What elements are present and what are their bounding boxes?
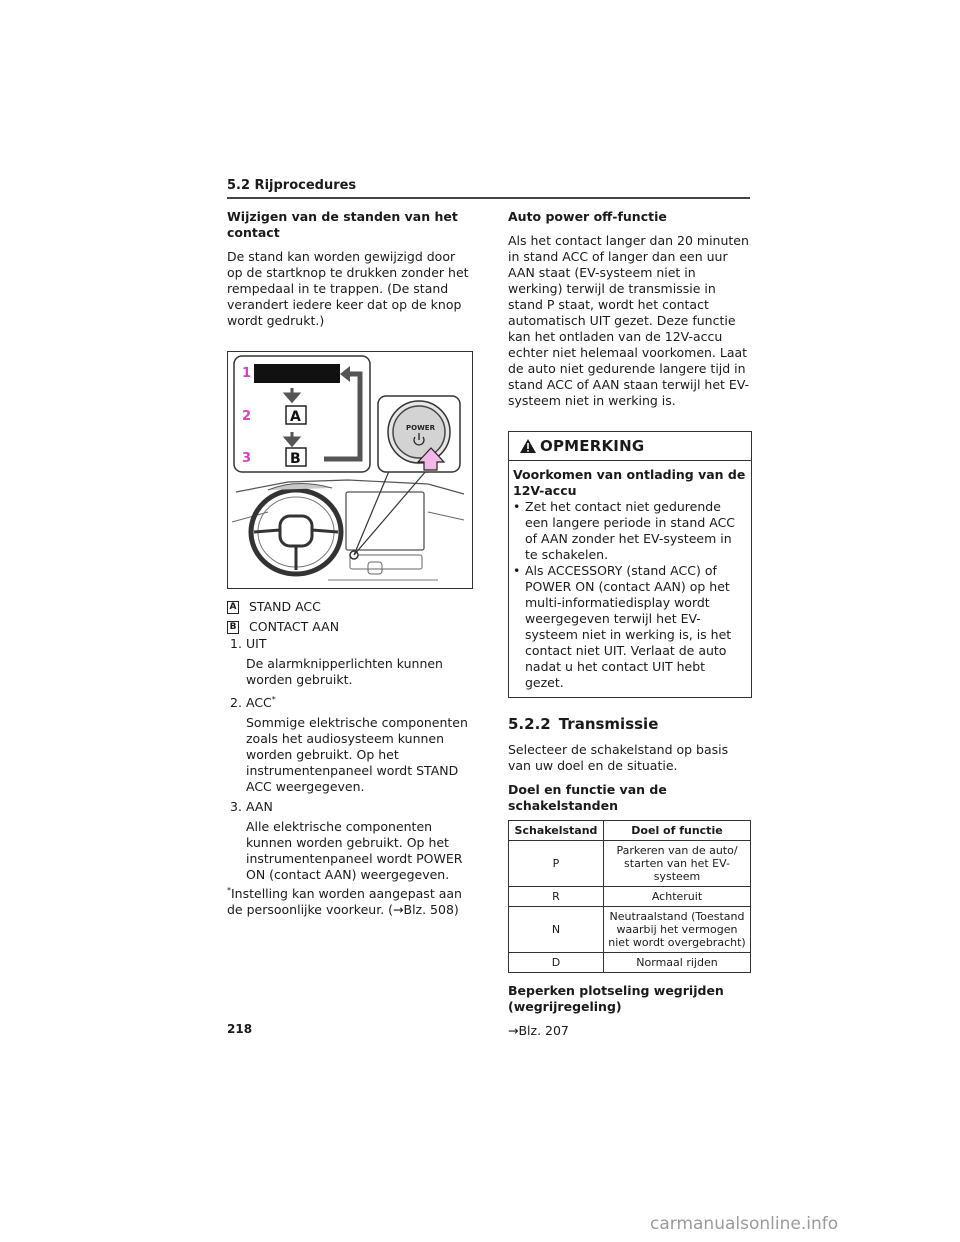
table-row <box>509 887 751 907</box>
table-cell-position: D <box>509 953 604 973</box>
table-row <box>509 953 751 973</box>
footnote-text: Instelling kan worden aangepast aan de persoonlijke voorkeur. (→Blz. 508) <box>227 886 462 918</box>
item-2-footnote-mark: * <box>271 695 276 704</box>
figure-box-a: A <box>290 409 301 425</box>
ignition-item-1 <box>230 636 471 688</box>
notice-body <box>509 461 751 697</box>
legend-b <box>227 619 471 635</box>
item-3-number: 3. <box>230 799 242 815</box>
table-cell-function: Neutraalstand (Toestand waarbij het vermogen niet wordt overgebracht) <box>604 907 751 953</box>
notice-bullet-2: • Als ACCESSORY (stand ACC) of POWER ON (contact AAN) op het multi-informatiedisplay wordt weergegeven terwijl het EV-systeem niet in werking is, is het contact niet UIT. Verlaat de auto nadat u het contact UIT hebt gezet. <box>513 563 747 691</box>
table-cell-function: Achteruit <box>604 887 751 907</box>
ignition-heading: Wijzigen van de standen van het contact <box>227 209 458 240</box>
item-1-label: UIT <box>246 636 267 651</box>
auto-power-off-heading: Auto power off-functie <box>508 209 667 224</box>
table-heading: Doel en functie van de schakelstanden <box>508 782 667 813</box>
notice-bullet-1-text: Zet het contact niet gedurende een langere periode in stand ACC of AAN zonder het EV-systeem in te schakelen. <box>525 499 736 562</box>
table-header-function: Doel of functie <box>604 821 751 841</box>
step-1-number: 1 <box>242 366 252 381</box>
section-title: 5.2 Rijprocedures <box>227 178 357 193</box>
ignition-item-2 <box>230 692 471 795</box>
table-row <box>509 841 751 887</box>
notice-box <box>508 431 752 698</box>
notice-subheading: Voorkomen van ontlading van de 12V-accu <box>513 467 746 498</box>
transmission-section-number: 5.2.2 <box>508 715 551 733</box>
table-cell-function: Parkeren van de auto/ starten van het EV-systeem <box>604 841 751 887</box>
item-2-number: 2. <box>230 695 242 711</box>
table-row <box>509 907 751 953</box>
transmission-heading <box>508 716 752 732</box>
table-header-position: Schakelstand <box>509 821 604 841</box>
item-1-desc: De alarmknipperlichten kunnen worden gebruikt. <box>246 656 443 687</box>
legend-b-text: CONTACT AAN <box>249 619 340 634</box>
limit-reference: →Blz. 207 <box>508 1023 569 1038</box>
transmission-intro: Selecteer de schakelstand op basis van uw doel en de situatie. <box>508 742 729 773</box>
table-cell-function: Normaal rijden <box>604 953 751 973</box>
limit-heading: Beperken plotseling wegrijden (wegrijregeling) <box>508 983 724 1014</box>
right-column <box>508 209 752 1039</box>
table-header-row <box>509 821 751 841</box>
illustration-svg <box>228 352 472 588</box>
footnote-mark: * <box>227 886 231 896</box>
legend-a-key: A <box>227 601 239 614</box>
shift-position-table <box>508 820 751 973</box>
section-header <box>227 178 750 199</box>
transmission-section-title: Transmissie <box>558 715 659 733</box>
power-button-label: POWER <box>406 424 435 432</box>
ignition-intro: De stand kan worden gewijzigd door op de startknop te drukken zonder het rempedaal in te trappen. (De stand verandert iedere keer dat op de knop wordt gedrukt.) <box>227 249 469 328</box>
item-1-number: 1. <box>230 636 242 651</box>
table-cell-position: P <box>509 841 604 887</box>
notice-bullet-1: • Zet het contact niet gedurende een langere periode in stand ACC of AAN zonder het EV-systeem in te schakelen. <box>513 499 747 563</box>
notice-title-text: OPMERKING <box>540 437 645 455</box>
warning-icon <box>519 438 537 454</box>
power-button-illustration <box>227 351 473 589</box>
item-2-label: ACC <box>246 695 272 711</box>
legend-a-text: STAND ACC <box>249 599 321 614</box>
item-2-desc: Sommige elektrische componenten zoals het audiosysteem kunnen worden gebruikt. Op het instrumentenpaneel wordt STAND ACC weergegeven. <box>246 715 468 795</box>
figure-box-b: B <box>290 451 301 467</box>
auto-power-off-text: Als het contact langer dan 20 minuten in stand ACC of langer dan een uur AAN staat (EV-systeem niet in werking) terwijl de transmissie in stand P staat, wordt het contact automatisch UIT gezet. Deze functie kan het ontladen van de 12V-accu echter niet helemaal voorkomen. Laat de auto niet gedurende langere tijd in stand ACC of AAN staan terwijl het EV-systeem niet in werking is. <box>508 233 750 408</box>
watermark: carmanualsonline.info <box>650 1214 839 1234</box>
legend-b-key: B <box>227 621 239 634</box>
table-cell-position: N <box>509 907 604 953</box>
ignition-item-3 <box>230 799 471 883</box>
legend-a <box>227 599 471 615</box>
page-number: 218 <box>227 1022 253 1036</box>
step-3-number: 3 <box>242 451 252 466</box>
item-3-label: AAN <box>246 799 273 815</box>
item-3-desc: Alle elektrische componenten kunnen worden gebruikt. Op het instrumentenpaneel wordt POWER ON (contact AAN) weergegeven. <box>246 819 463 883</box>
notice-title <box>509 432 751 461</box>
footnote <box>227 883 471 918</box>
step-2-number: 2 <box>242 409 252 424</box>
notice-bullet-2-text: Als ACCESSORY (stand ACC) of POWER ON (contact AAN) op het multi-informatiedisplay wordt weergegeven terwijl het EV-systeem niet in werking is, is het contact niet UIT. Verlaat de auto nadat u het contact UIT hebt gezet. <box>525 563 732 690</box>
table-cell-position: R <box>509 887 604 907</box>
header-rule <box>227 197 750 199</box>
left-column <box>227 209 471 918</box>
